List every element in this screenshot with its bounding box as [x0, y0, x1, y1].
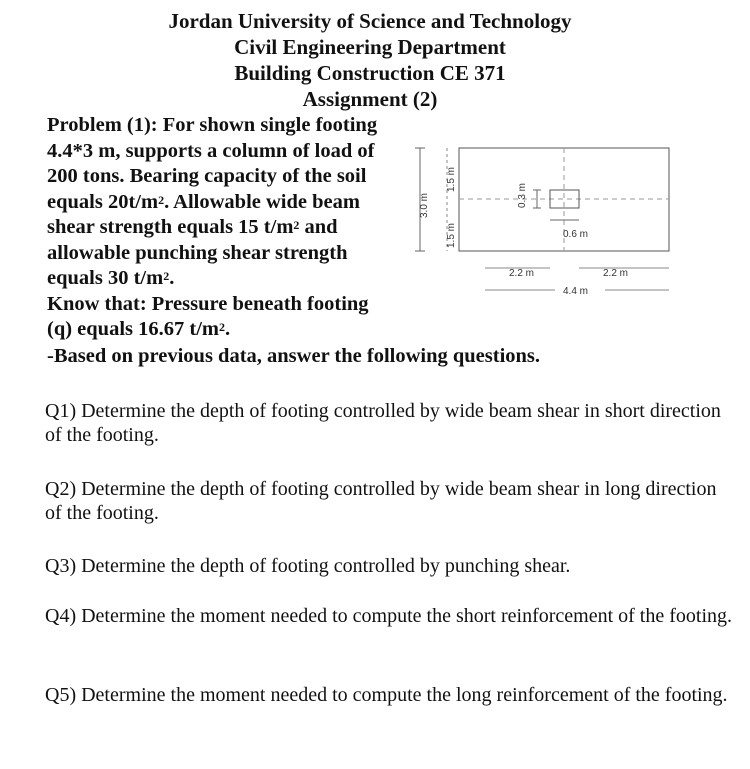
problem-line: 200 tons. Bearing capacity of the soil — [47, 165, 367, 187]
question-4: Q4) Determine the moment needed to compute the short reinforcement of the footing. — [45, 605, 733, 627]
question-1: Q1) Determine the depth of footing controlled by wide beam shear in short direction of the footing. — [45, 400, 721, 446]
department-title: Civil Engineering Department — [234, 35, 506, 59]
dim-column-depth: 0.3 m — [517, 182, 528, 208]
question-5: Q5) Determine the moment needed to compute the long reinforcement of the footing. — [45, 684, 728, 706]
dim-right-offset: 2.2 m — [603, 268, 629, 279]
punching-strength-text: equals 30 t/m — [47, 267, 164, 289]
instructions-text: -Based on previous data, answer the following questions. — [47, 345, 541, 367]
problem-statement — [47, 113, 417, 343]
bearing-capacity-text: equals 20t/m — [47, 190, 159, 213]
superscript: 2 — [163, 269, 170, 283]
dim-height-top: 1.5 m — [446, 166, 457, 192]
university-title: Jordan University of Science and Technology — [168, 9, 572, 33]
superscript: 2 — [293, 218, 300, 232]
question-3: Q3) Determine the depth of footing controlled by punching shear. — [45, 555, 571, 577]
problem-line: 4.4*3 m, supports a column of load of — [47, 139, 375, 162]
dim-column-width: 0.6 m — [563, 229, 589, 240]
problem-line: allowable punching shear strength — [47, 241, 348, 264]
pressure-text: (q) equals 16.67 t/m — [47, 318, 219, 340]
question-2: Q2) Determine the depth of footing controlled by wide beam shear in long direction of the footing. — [45, 478, 717, 524]
problem-line — [47, 317, 417, 343]
problem-line — [47, 190, 417, 216]
footing-diagram — [405, 140, 690, 305]
problem-line: Problem (1): For shown single footing — [47, 114, 378, 136]
assignment-title: Assignment (2) — [302, 87, 438, 111]
dim-total-length: 4.4 m — [563, 286, 589, 297]
period: . — [224, 318, 231, 340]
problem-line — [47, 215, 417, 241]
superscript: 2 — [218, 320, 225, 334]
problem-line — [47, 266, 417, 292]
problem-text-tail: . Allowable wide beam — [164, 190, 360, 213]
dim-height-total: 3.0 m — [419, 192, 430, 218]
period: . — [169, 267, 175, 289]
course-title: Building Construction CE 371 — [234, 61, 506, 85]
problem-text-tail: and — [299, 216, 338, 238]
shear-strength-text: shear strength equals 15 t/m — [47, 216, 294, 238]
dim-height-bottom: 1.5 m — [446, 222, 457, 248]
superscript: 2 — [158, 192, 165, 207]
dim-left-offset: 2.2 m — [509, 268, 535, 279]
problem-line: Know that: Pressure beneath footing — [47, 292, 369, 315]
